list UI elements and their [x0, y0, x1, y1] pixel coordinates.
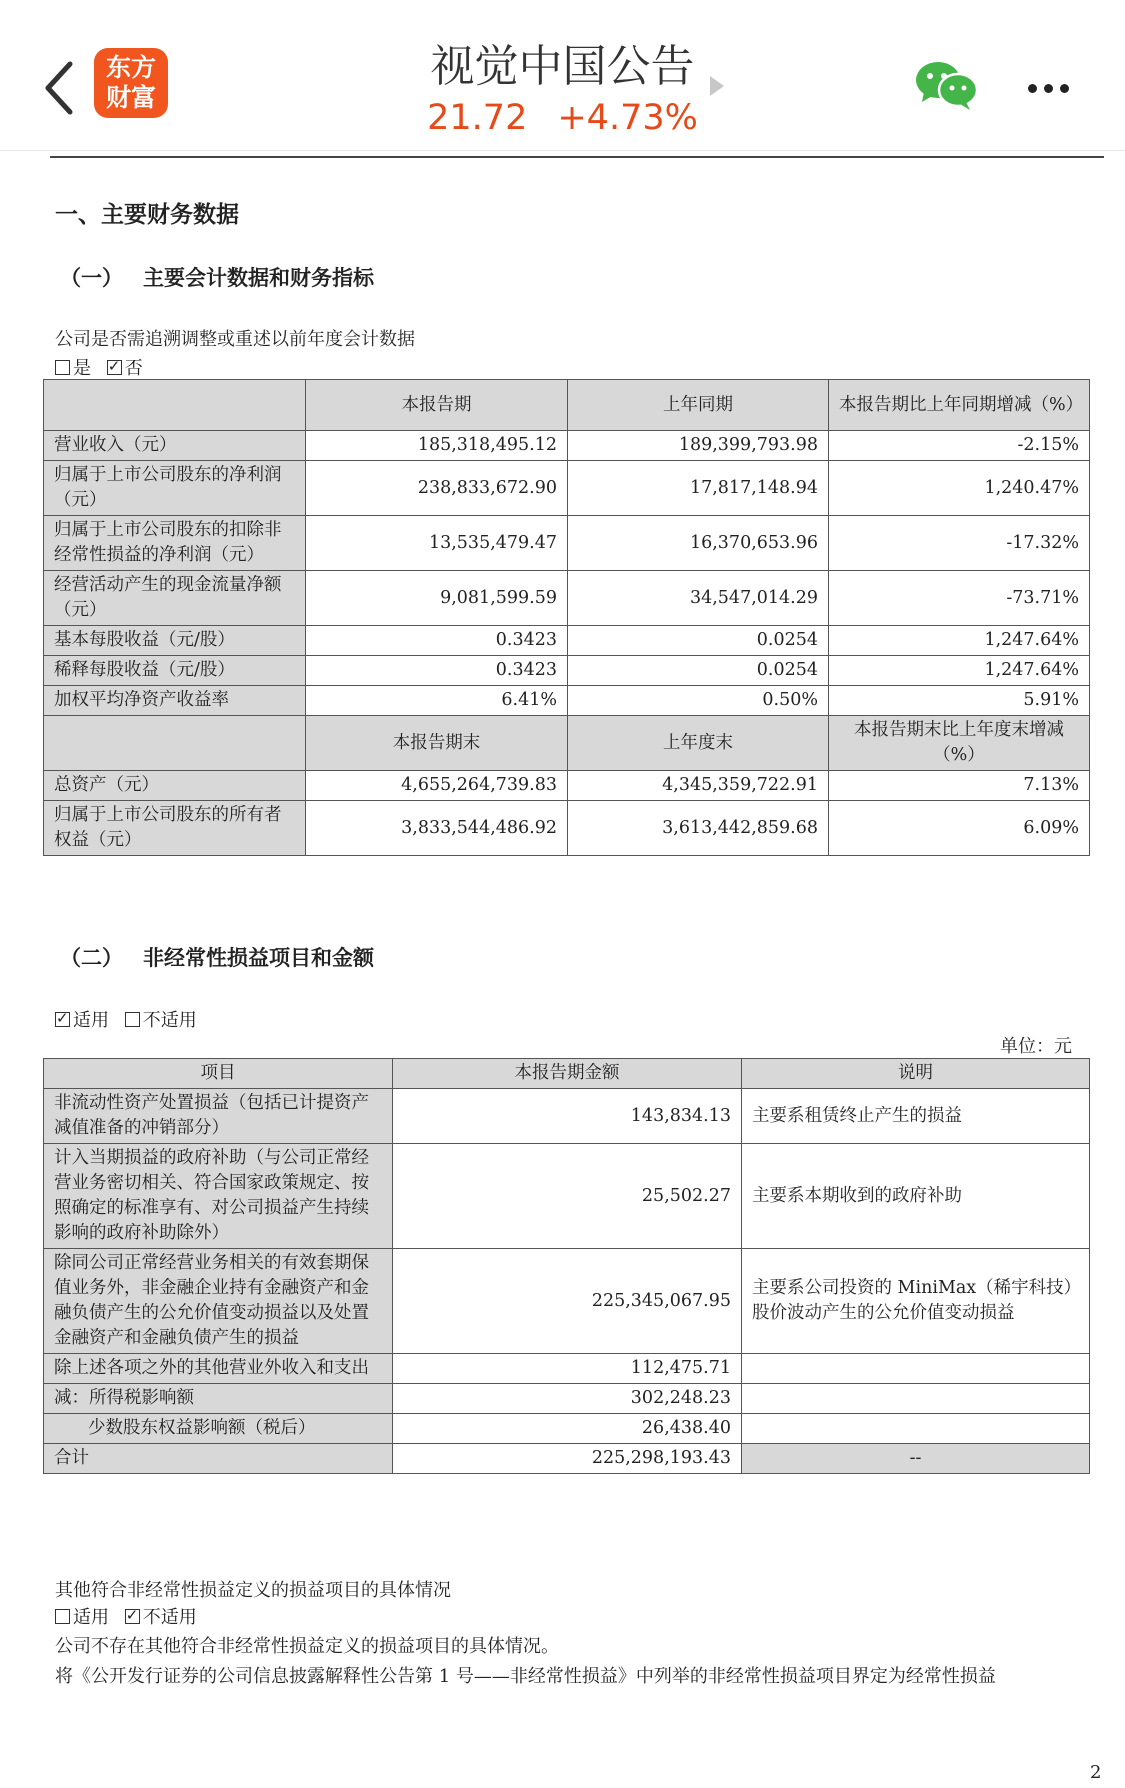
value-cell: 238,833,672.90 — [306, 461, 568, 516]
table-row — [44, 1144, 1090, 1249]
table-row — [44, 626, 1090, 656]
checkbox-apply-checked-icon — [55, 1012, 70, 1027]
no-other-items-statement: 公司不存在其他符合非经常性损益定义的损益项目的具体情况。 — [55, 1636, 559, 1657]
amount-cell: 143,834.13 — [393, 1089, 742, 1144]
checkbox-not-apply-checked-icon — [125, 1609, 140, 1624]
page-number: 2 — [1090, 1762, 1102, 1783]
unit-label: 单位：元 — [1000, 1036, 1072, 1057]
value-cell: -17.32% — [829, 516, 1090, 571]
document-top-rule — [50, 156, 1104, 158]
column-header: 本报告期金额 — [393, 1059, 742, 1089]
table-row — [44, 516, 1090, 571]
value-cell: 4,345,359,722.91 — [568, 771, 829, 801]
checkbox-yes-icon — [55, 360, 70, 375]
table-row — [44, 571, 1090, 626]
value-cell: 0.3423 — [306, 626, 568, 656]
item-label: 合计 — [44, 1444, 393, 1474]
value-cell: 185,318,495.12 — [306, 431, 568, 461]
value-cell: 17,817,148.94 — [568, 461, 829, 516]
value-cell: -73.71% — [829, 571, 1090, 626]
table-header-row — [44, 716, 1090, 771]
checkbox-not-apply-icon — [125, 1012, 140, 1027]
table-row — [44, 771, 1090, 801]
column-header: 上年同期 — [568, 380, 829, 431]
item-label: 除上述各项之外的其他营业外收入和支出 — [44, 1354, 393, 1384]
row-label: 稀释每股收益（元/股） — [44, 656, 306, 686]
amount-cell: 225,345,067.95 — [393, 1249, 742, 1354]
item-label: 少数股东权益影响额（税后） — [44, 1414, 393, 1444]
classification-statement: 将《公开发行证券的公司信息披露解释性公告第 1 号——非经常性损益》中列举的非经常性损益项目界定为经常性损益 — [55, 1666, 996, 1687]
other-items-note: 其他符合非经常性损益定义的损益项目的具体情况 — [55, 1580, 451, 1601]
table-row — [44, 1249, 1090, 1354]
note-cell: 主要系租赁终止产生的损益 — [742, 1089, 1090, 1144]
more-icon[interactable] — [1028, 78, 1076, 97]
column-header: 上年度末 — [568, 716, 829, 771]
section-heading: 一、主要财务数据 — [55, 202, 239, 228]
value-cell: 0.0254 — [568, 626, 829, 656]
column-header: 本报告期比上年同期增减（%） — [829, 380, 1090, 431]
value-cell: 3,833,544,486.92 — [306, 801, 568, 856]
note-cell: 主要系本期收到的政府补助 — [742, 1144, 1090, 1249]
value-cell: 1,247.64% — [829, 656, 1090, 686]
table-row — [44, 461, 1090, 516]
column-header: 项目 — [44, 1059, 393, 1089]
wechat-share-icon[interactable] — [914, 60, 978, 110]
value-cell: 7.13% — [829, 771, 1090, 801]
table-row — [44, 1384, 1090, 1414]
app-header — [0, 0, 1125, 150]
table-header-row — [44, 380, 1090, 431]
note-cell — [742, 1384, 1090, 1414]
value-cell: 9,081,599.59 — [306, 571, 568, 626]
table-header-row — [44, 1059, 1090, 1089]
column-header: 本报告期 — [306, 380, 568, 431]
value-cell: -2.15% — [829, 431, 1090, 461]
applicable-options: ✓适用 不适用 — [55, 1006, 197, 1032]
column-header — [44, 380, 306, 431]
row-label: 归属于上市公司股东的所有者权益（元） — [44, 801, 306, 856]
value-cell: 5.91% — [829, 686, 1090, 716]
amount-cell: 25,502.27 — [393, 1144, 742, 1249]
row-label: 营业收入（元） — [44, 431, 306, 461]
table-row — [44, 686, 1090, 716]
checkbox-apply-icon — [55, 1609, 70, 1624]
financial-indicators-table — [43, 379, 1090, 856]
non-recurring-items-table — [43, 1058, 1090, 1474]
value-cell: 1,247.64% — [829, 626, 1090, 656]
value-cell: 6.41% — [306, 686, 568, 716]
row-label: 总资产（元） — [44, 771, 306, 801]
value-cell: 0.0254 — [568, 656, 829, 686]
note-cell: 主要系公司投资的 MiniMax（稀宇科技）股价波动产生的公允价值变动损益 — [742, 1249, 1090, 1354]
amount-cell: 112,475.71 — [393, 1354, 742, 1384]
row-label: 加权平均净资产收益率 — [44, 686, 306, 716]
subsection-heading-1: （一） 主要会计数据和财务指标 — [60, 266, 374, 290]
table-row — [44, 431, 1090, 461]
restate-options: 是 ✓ 否 — [55, 354, 143, 380]
value-cell: 0.50% — [568, 686, 829, 716]
restate-question: 公司是否需追溯调整或重述以前年度会计数据 — [55, 329, 415, 350]
header-divider — [0, 150, 1125, 151]
row-label: 归属于上市公司股东的净利润（元） — [44, 461, 306, 516]
value-cell: 6.09% — [829, 801, 1090, 856]
item-label: 除同公司正常经营业务相关的有效套期保值业务外，非金融企业持有金融资产和金融负债产生的公允价值变动损益以及处置金融资产和金融负债产生的损益 — [44, 1249, 393, 1354]
table-row — [44, 1444, 1090, 1474]
value-cell: 0.3423 — [306, 656, 568, 686]
row-label: 基本每股收益（元/股） — [44, 626, 306, 656]
stock-change: +4.73% — [557, 98, 698, 138]
play-triangle-icon[interactable] — [710, 76, 724, 96]
amount-cell: 225,298,193.43 — [393, 1444, 742, 1474]
note-cell: -- — [742, 1444, 1090, 1474]
column-header: 说明 — [742, 1059, 1090, 1089]
item-label: 计入当期损益的政府补助（与公司正常经营业务密切相关、符合国家政策规定、按照确定的标准享有、对公司损益产生持续影响的政府补助除外） — [44, 1144, 393, 1249]
value-cell: 4,655,264,739.83 — [306, 771, 568, 801]
row-label: 归属于上市公司股东的扣除非经常性损益的净利润（元） — [44, 516, 306, 571]
stock-price: 21.72 — [427, 98, 528, 138]
column-header: 本报告期末比上年度末增减（%） — [829, 716, 1090, 771]
column-header — [44, 716, 306, 771]
table-row — [44, 1354, 1090, 1384]
eastmoney-logo: 东方 财富 — [94, 48, 168, 118]
note-cell — [742, 1414, 1090, 1444]
other-items-options: 适用 ✓ 不适用 — [55, 1603, 197, 1629]
amount-cell: 26,438.40 — [393, 1414, 742, 1444]
checkbox-no-checked-icon — [107, 360, 122, 375]
value-cell: 13,535,479.47 — [306, 516, 568, 571]
item-label: 非流动性资产处置损益（包括已计提资产减值准备的冲销部分） — [44, 1089, 393, 1144]
item-label: 减：所得税影响额 — [44, 1384, 393, 1414]
table-row — [44, 1089, 1090, 1144]
value-cell: 3,613,442,859.68 — [568, 801, 829, 856]
value-cell: 34,547,014.29 — [568, 571, 829, 626]
subsection-heading-2: （二） 非经常性损益项目和金额 — [60, 946, 374, 970]
table-row — [44, 801, 1090, 856]
table-row — [44, 656, 1090, 686]
note-cell — [742, 1354, 1090, 1384]
value-cell: 1,240.47% — [829, 461, 1090, 516]
column-header: 本报告期末 — [306, 716, 568, 771]
value-cell: 16,370,653.96 — [568, 516, 829, 571]
table-row — [44, 1414, 1090, 1444]
amount-cell: 302,248.23 — [393, 1384, 742, 1414]
row-label: 经营活动产生的现金流量净额（元） — [44, 571, 306, 626]
value-cell: 189,399,793.98 — [568, 431, 829, 461]
page-title: 视觉中国公告 — [430, 41, 695, 92]
